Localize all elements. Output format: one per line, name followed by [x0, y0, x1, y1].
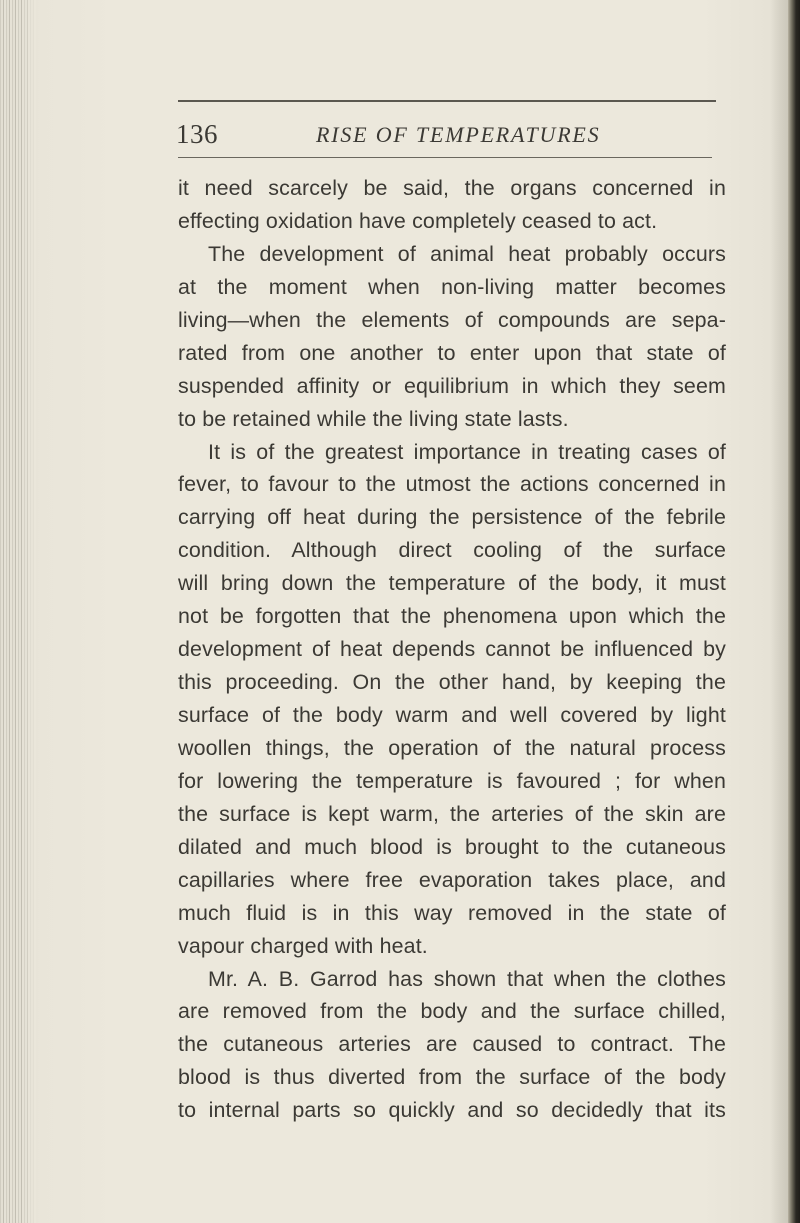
text-line: blood is thus diverted from the surface of the body	[178, 1065, 726, 1090]
text-line: dilated and much blood is brought to the cutaneous	[178, 834, 726, 859]
text-line: effecting oxidation have completely ceased to act.	[178, 208, 658, 233]
page-number: 136	[176, 119, 218, 149]
text-line: for lowering the temperature is favoured ; for when	[178, 768, 726, 793]
text-line: much fluid is in this way removed in the state of	[178, 900, 726, 925]
book-binding-edge	[788, 0, 800, 1223]
text-line: Mr. A. B. Garrod has shown that when the clothes	[208, 966, 726, 991]
text-line: not be forgotten that the phenomena upon which the	[178, 604, 726, 629]
page-edges-left	[0, 0, 36, 1223]
text-line: it need scarcely be said, the organs concerned in	[178, 176, 726, 200]
text-line: It is of the greatest importance in treating cases of	[208, 439, 726, 464]
text-line: fever, to favour to the utmost the actions concerned in	[178, 472, 726, 497]
text-line: at the moment when non-living matter becomes	[178, 274, 726, 299]
text-line: are removed from the body and the surface chilled,	[178, 999, 726, 1024]
text-line: The development of animal heat probably occurs	[208, 241, 726, 266]
header-rule-bottom	[178, 157, 712, 158]
text-line: will bring down the temperature of the body, it must	[178, 571, 726, 596]
body-text	[178, 172, 726, 1127]
text-line: surface of the body warm and well covered by light	[178, 703, 726, 727]
running-head: RISE OF TEMPERATURES	[316, 122, 601, 147]
text-line: to be retained while the living state lasts.	[178, 406, 569, 431]
text-line: living—when the elements of compounds are sepa-	[178, 307, 726, 332]
binding-shadow	[770, 0, 788, 1223]
text-line: the cutaneous arteries are caused to contract. The	[178, 1032, 726, 1057]
text-line: rated from one another to enter upon that state of	[178, 340, 726, 365]
text-line: woollen things, the operation of the natural process	[178, 735, 726, 760]
text-line: vapour charged with heat.	[178, 933, 428, 958]
text-line: to internal parts so quickly and so decidedly that its	[178, 1098, 726, 1123]
text-line: development of heat depends cannot be influenced by	[178, 637, 726, 662]
text-line: carrying off heat during the persistence of the febrile	[178, 505, 726, 530]
text-line: this proceeding. On the other hand, by keeping the	[178, 670, 726, 695]
text-line: capillaries where free evaporation takes place, and	[178, 867, 726, 892]
header-rule-top	[178, 100, 716, 102]
text-line: suspended affinity or equilibrium in which they seem	[178, 373, 726, 398]
text-line: condition. Although direct cooling of the surface	[178, 538, 726, 563]
text-line: the surface is kept warm, the arteries of the skin are	[178, 801, 726, 826]
